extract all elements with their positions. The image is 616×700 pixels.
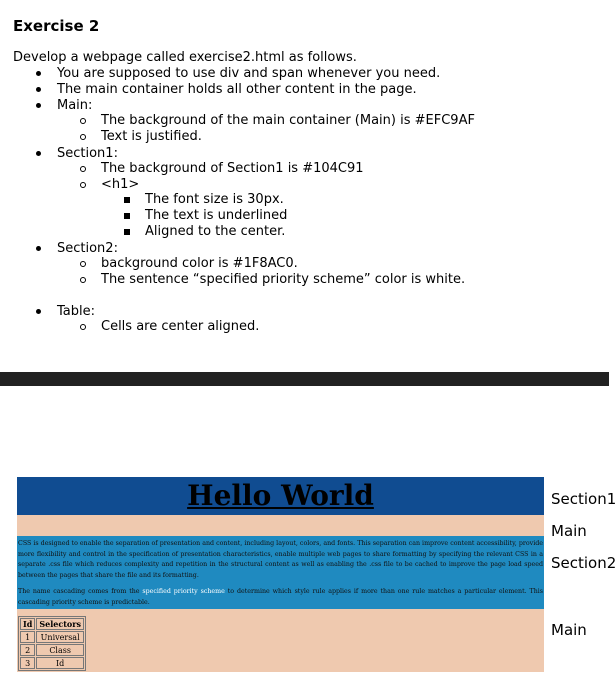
list-item: The sentence “specified priority scheme” color is white. (101, 272, 466, 287)
table-cell: Universal (36, 631, 84, 643)
table-cell: Class (36, 644, 84, 656)
list-item: Table: (57, 304, 95, 319)
paragraph-text: The name cascading comes from the (18, 588, 140, 595)
list-item: The main container holds all other content in the page. (57, 82, 417, 97)
bullet-icon (36, 246, 41, 251)
list-item: The background of the main container (Main) is #EFC9AF (101, 113, 475, 128)
divider-bar (0, 372, 609, 386)
specified-priority-scheme-text: specified priority scheme (142, 588, 225, 595)
circle-bullet-icon (80, 134, 86, 140)
list-item: The text is underlined (145, 208, 288, 223)
selectors-table (18, 616, 86, 671)
list-item: <h1> (101, 177, 140, 192)
section2 (17, 536, 544, 609)
paragraph-text: to determine which style rule applies if more than one rule matches a particular element. This cascading priority scheme is predictable. (18, 588, 543, 606)
list-item: The background of Section1 is #104C91 (101, 161, 364, 176)
circle-bullet-icon (80, 182, 86, 188)
table-header-row (20, 618, 84, 630)
hello-world-heading: Hello World (187, 479, 374, 512)
list-item: background color is #1F8AC0. (101, 256, 298, 271)
list-item: You are supposed to use div and span whenever you need. (57, 66, 441, 81)
label-main: Main (551, 621, 587, 639)
bullet-icon (36, 309, 41, 314)
rendered-preview (0, 386, 616, 700)
list-item: Aligned to the center. (145, 224, 286, 239)
list-item: The font size is 30px. (145, 192, 284, 207)
square-bullet-icon (124, 197, 130, 203)
intro-text: Develop a webpage called exercise2.html as follows. (13, 50, 357, 65)
table-cell: 3 (20, 657, 35, 669)
bullet-icon (36, 71, 41, 76)
square-bullet-icon (124, 213, 130, 219)
circle-bullet-icon (80, 166, 86, 172)
circle-bullet-icon (80, 277, 86, 283)
section1 (17, 477, 544, 515)
label-section2: Section2 (551, 554, 616, 572)
list-item: Cells are center aligned. (101, 319, 260, 334)
bullet-icon (36, 103, 41, 108)
css-paragraph: CSS is designed to enable the separation of presentation and content, including layout, colors, and fonts. This separation can improve content accessibility, provide more flexibility and control in the specification of presentation characteristics, enable multiple web pages to share formatting by specifying the relevant CSS in a separate .css file which reduces complexity and repetition in the structural content as well as enabling the .css file to be cached to improve the page load speed between the pages that share the file and its formatting. (18, 540, 543, 579)
list-item: Section1: (57, 146, 118, 161)
table-header: Id (20, 618, 35, 630)
list-item: Main: (57, 98, 93, 113)
label-main: Main (551, 522, 587, 540)
circle-bullet-icon (80, 324, 86, 330)
bullet-icon (36, 87, 41, 92)
circle-bullet-icon (80, 261, 86, 267)
table-row (20, 644, 84, 656)
cascading-paragraph (18, 587, 543, 608)
circle-bullet-icon (80, 118, 86, 124)
list-item: Section2: (57, 241, 118, 256)
document-title: Exercise 2 (13, 17, 100, 35)
table-header: Selectors (36, 618, 84, 630)
table-cell: 1 (20, 631, 35, 643)
list-item: Text is justified. (101, 129, 202, 144)
table-row (20, 657, 84, 669)
label-section1: Section1 (551, 490, 616, 508)
table-cell: Id (36, 657, 84, 669)
table-row (20, 631, 84, 643)
square-bullet-icon (124, 229, 130, 235)
bullet-icon (36, 151, 41, 156)
table-cell: 2 (20, 644, 35, 656)
